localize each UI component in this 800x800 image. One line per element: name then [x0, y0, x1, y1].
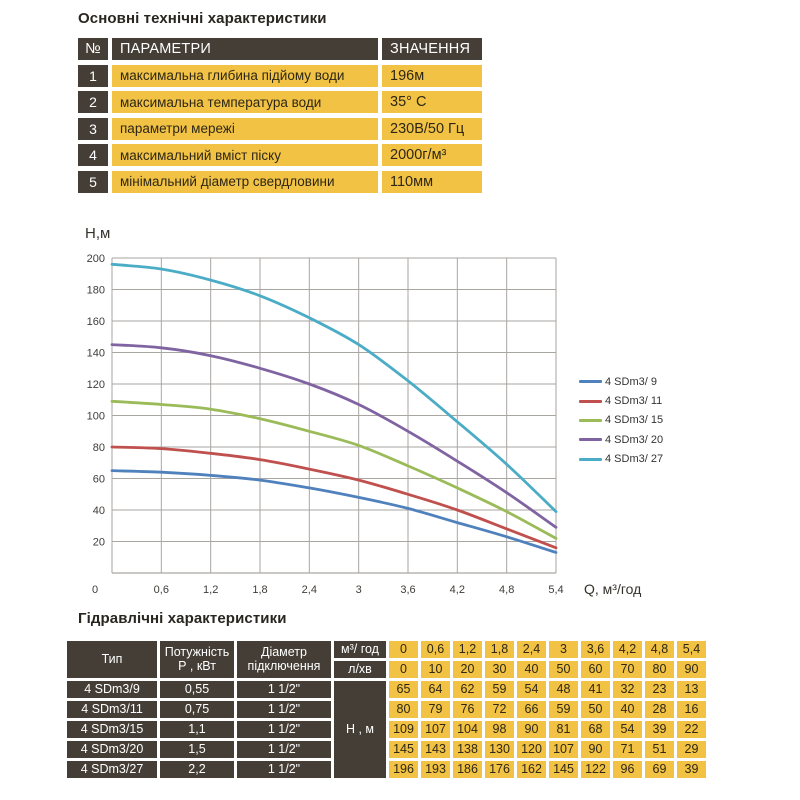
tech-row-value: 196м [382, 65, 482, 87]
tech-row-param: параметри мережі [112, 118, 378, 140]
hydro-flow-lmin-value: 90 [677, 661, 706, 678]
hydro-head-value: 196 [389, 761, 418, 778]
hydro-head-value: 59 [485, 681, 514, 698]
hydro-head-value: 176 [485, 761, 514, 778]
hydro-head-value: 40 [613, 701, 642, 718]
y-tick-label: 180 [86, 284, 105, 297]
hydro-row-diameter: 1 1/2" [237, 721, 331, 738]
hydro-head-value: 39 [677, 761, 706, 778]
hydraulic-table [67, 641, 706, 778]
x-tick-label: 3 [355, 584, 362, 596]
hydro-row-type: 4 SDm3/15 [67, 721, 157, 738]
y-tick-label: 140 [86, 347, 105, 360]
hydro-row-power: 0,55 [160, 681, 234, 698]
y-tick-label: 120 [86, 379, 105, 391]
hydro-head-value: 32 [613, 681, 642, 698]
hydro-flow-m3-value: 2,4 [517, 641, 546, 658]
hydro-head-value: 193 [421, 761, 450, 778]
hydro-head-value: 50 [581, 701, 610, 718]
hydro-flow-lmin-value: 60 [581, 661, 610, 678]
tech-header-param: ПАРАМЕТРИ [112, 38, 378, 60]
x-axis-title: Q, м³/год [584, 581, 642, 597]
chart-legend [579, 372, 663, 469]
hydro-head-value: 120 [517, 741, 546, 758]
hydro-head-value: 72 [485, 701, 514, 718]
hydro-row-type: 4 SDm3/27 [67, 761, 157, 778]
x-tick-label: 2,4 [301, 584, 317, 596]
hydro-row-diameter: 1 1/2" [237, 761, 331, 778]
hydro-head-value: 54 [613, 721, 642, 738]
hydro-flow-lmin-value: 40 [517, 661, 546, 678]
hydro-head-value: 22 [677, 721, 706, 738]
hydro-head-value: 23 [645, 681, 674, 698]
hydro-head-value: 130 [485, 741, 514, 758]
hydro-flow-lmin-value: 20 [453, 661, 482, 678]
tech-row-param: мінімальний діаметр свердловини [112, 171, 378, 193]
hydro-head-value: 122 [581, 761, 610, 778]
legend-label: 4 SDm3/ 9 [605, 375, 657, 388]
tech-row-param: максимальний вміст піску [112, 144, 378, 166]
hydro-head-value: 54 [517, 681, 546, 698]
hydro-head-value: 104 [453, 721, 482, 738]
tech-row-num: 1 [78, 65, 108, 87]
hydro-head-value: 28 [645, 701, 674, 718]
legend-label: 4 SDm3/ 20 [605, 433, 664, 446]
hydro-head-value: 90 [517, 721, 546, 738]
hydraulic-table-title: Гідравлічні характеристики [78, 610, 287, 627]
hydro-head-value: 29 [677, 741, 706, 758]
hydro-flow-m3-value: 3 [549, 641, 578, 658]
hydro-header-head: Н , м [334, 681, 386, 778]
hydro-head-value: 68 [581, 721, 610, 738]
cell-line: Діаметр [260, 645, 307, 660]
legend-item [579, 430, 663, 449]
legend-label: 4 SDm3/ 27 [605, 453, 664, 466]
hydro-head-value: 51 [645, 741, 674, 758]
tech-row-num: 4 [78, 144, 108, 166]
tech-row-value: 110мм [382, 171, 482, 193]
hydro-head-value: 145 [549, 761, 578, 778]
hydro-header-type: Тип [67, 641, 157, 678]
y-tick-label: 80 [92, 442, 105, 454]
hydro-head-value: 80 [389, 701, 418, 718]
hydro-head-value: 66 [517, 701, 546, 718]
tech-row-value: 35° С [382, 91, 482, 113]
hydro-header-power [160, 641, 234, 678]
series-curve-4-SDm3-15 [112, 401, 556, 538]
hydro-flow-lmin-value: 80 [645, 661, 674, 678]
legend-item [579, 391, 663, 410]
hydro-row-power: 0,75 [160, 701, 234, 718]
hydro-row-diameter: 1 1/2" [237, 681, 331, 698]
y-tick-label: 60 [92, 473, 105, 486]
x-tick-label: 0,6 [153, 584, 169, 596]
hydro-flow-m3-value: 0 [389, 641, 418, 658]
hydro-head-value: 62 [453, 681, 482, 698]
y-tick-label: 40 [92, 505, 105, 517]
x-tick-label: 4,2 [449, 584, 465, 596]
hydro-head-value: 107 [549, 741, 578, 758]
hydro-head-value: 16 [677, 701, 706, 718]
legend-item [579, 372, 663, 391]
tech-row-num: 5 [78, 171, 108, 193]
legend-item [579, 411, 663, 430]
x-tick-label: 4,8 [499, 584, 515, 596]
x-tick-label: 5,4 [548, 584, 564, 596]
hydro-flow-lmin-value: 50 [549, 661, 578, 678]
hydro-row-diameter: 1 1/2" [237, 701, 331, 718]
hydro-head-value: 48 [549, 681, 578, 698]
y-tick-label: 100 [86, 410, 105, 423]
tech-row-param: максимальна глибина підйому води [112, 65, 378, 87]
hydro-head-value: 59 [549, 701, 578, 718]
tech-specs-title: Основні технічні характеристики [78, 10, 327, 27]
hydro-row-power: 1,1 [160, 721, 234, 738]
y-tick-label: 160 [86, 316, 105, 328]
y-tick-label: 20 [92, 536, 105, 549]
legend-line-swatch [579, 419, 602, 422]
hydro-head-value: 41 [581, 681, 610, 698]
hydro-flow-m3-value: 4,2 [613, 641, 642, 658]
hydro-head-value: 107 [421, 721, 450, 738]
hydro-head-value: 98 [485, 721, 514, 738]
cell-line: підключення [247, 658, 321, 673]
hydro-flow-lmin-value: 10 [421, 661, 450, 678]
hydro-flow-m3-value: 5,4 [677, 641, 706, 658]
y-axis-title: Н,м [85, 225, 111, 242]
origin-tick-label: 0 [92, 584, 99, 596]
legend-label: 4 SDm3/ 15 [605, 414, 664, 427]
hydro-head-value: 64 [421, 681, 450, 698]
hydro-flow-lmin-value: 30 [485, 661, 514, 678]
hydro-row-diameter: 1 1/2" [237, 741, 331, 758]
hydro-head-value: 145 [389, 741, 418, 758]
hydro-head-value: 13 [677, 681, 706, 698]
y-tick-label: 200 [86, 253, 105, 265]
legend-label: 4 SDm3/ 11 [605, 395, 663, 408]
tech-row-num: 3 [78, 118, 108, 140]
hydro-head-value: 69 [645, 761, 674, 778]
hydro-row-power: 2,2 [160, 761, 234, 778]
legend-line-swatch [579, 438, 602, 441]
legend-line-swatch [579, 458, 602, 461]
legend-item [579, 450, 663, 469]
tech-row-param: максимальна температура води [112, 91, 378, 113]
hydro-head-value: 186 [453, 761, 482, 778]
x-tick-label: 1,8 [252, 584, 268, 596]
hydro-flow-m3-value: 4,8 [645, 641, 674, 658]
hydro-row-type: 4 SDm3/9 [67, 681, 157, 698]
hydro-header-diameter [237, 641, 331, 678]
hydro-flow-m3-value: 1,8 [485, 641, 514, 658]
hydro-head-value: 65 [389, 681, 418, 698]
tech-row-value: 2000г/м³ [382, 144, 482, 166]
hydro-row-type: 4 SDm3/20 [67, 741, 157, 758]
hydro-head-value: 162 [517, 761, 546, 778]
hydro-head-value: 96 [613, 761, 642, 778]
hydro-head-value: 109 [389, 721, 418, 738]
hydro-head-value: 39 [645, 721, 674, 738]
hydro-flow-m3-value: 0,6 [421, 641, 450, 658]
hydro-head-value: 138 [453, 741, 482, 758]
hydro-head-value: 76 [453, 701, 482, 718]
hydro-row-type: 4 SDm3/11 [67, 701, 157, 718]
hydro-head-value: 143 [421, 741, 450, 758]
cell-line: Р , кВт [178, 658, 216, 673]
hydro-flow-m3-value: 3,6 [581, 641, 610, 658]
hydro-flow-lmin-value: 0 [389, 661, 418, 678]
hydro-flow-m3-value: 1,2 [453, 641, 482, 658]
tech-row-value: 230В/50 Гц [382, 118, 482, 140]
tech-header-value: ЗНАЧЕННЯ [382, 38, 482, 60]
legend-line-swatch [579, 400, 602, 403]
hydro-header-flow-m3: м³/ год [334, 641, 386, 658]
pump-curves-chart [0, 218, 800, 610]
tech-row-num: 2 [78, 91, 108, 113]
hydro-head-value: 90 [581, 741, 610, 758]
hydro-flow-lmin-value: 70 [613, 661, 642, 678]
cell-line: Потужність [164, 645, 230, 660]
hydro-header-flow-lmin: л/хв [334, 661, 386, 678]
hydro-head-value: 71 [613, 741, 642, 758]
x-tick-label: 1,2 [203, 584, 219, 596]
x-tick-label: 3,6 [400, 584, 416, 596]
tech-specs-table [78, 38, 482, 193]
tech-header-num: № [78, 38, 108, 60]
hydro-head-value: 81 [549, 721, 578, 738]
hydro-row-power: 1,5 [160, 741, 234, 758]
series-curve-4-SDm3-20 [112, 345, 556, 528]
legend-line-swatch [579, 380, 602, 383]
hydro-head-value: 79 [421, 701, 450, 718]
